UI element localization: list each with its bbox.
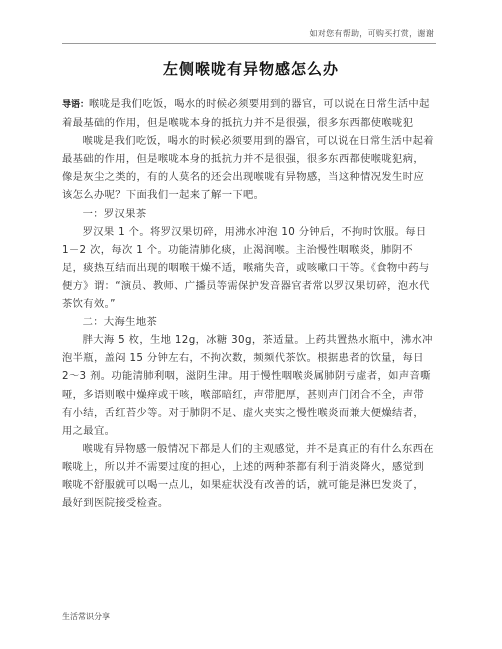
lead-paragraph <box>62 95 434 132</box>
header-note: 如对您有帮助，可购买打赏，谢谢 <box>309 29 434 38</box>
lead-text: 喉咙是我们吃饭，喝水的时候必须要用到的器官，可以说在日常生活中起着最基础的作用，但是喉咙本身的抵抗力并不是很强，很多东西都使喉咙犯 <box>62 98 430 130</box>
lead-label: 导语： <box>62 100 90 110</box>
section-body-1: 罗汉果 1 个。将罗汉果切碎，用沸水冲泡 10 分钟后，不拘时饮服。每日 1－2 次，每次 1 个。功能清肺化痰，止渴润喉。主治慢性咽喉炎，肺阴不足，痰热互结而出现的咽喉干燥不适，喉痛失音，或咳嗽口干等。《食物中药与便方》谓：“演员、教师、广播员等需保护发音器官者常以罗汉果切碎，泡水代茶饮有效。” <box>62 225 430 311</box>
document-title: 左侧喉咙有异物感怎么办 <box>162 60 339 78</box>
footer-note: 生活常识分享 <box>62 612 110 621</box>
section-body-2: 胖大海 5 枚，生地 12g，冰糖 30g，茶适量。上药共置热水瓶中，沸水冲泡半瓶，盖闷 15 分钟左右，不拘次数，频频代茶饮。根据患者的饮量，每日 2～3 剂。功能清肺利咽，滋阴生津。用于慢性咽喉炎属肺阴亏虚者，如声音嘶哑，多语则喉中燥痒或干咳，喉部暗红，声带肥厚，甚则声门闭合不全，声带有小结，舌红苔少等。对于肺阴不足、虚火夹实之慢性喉炎而兼大便燥结者，用之最宜。 <box>62 334 433 437</box>
section-heading-1: 一：罗汉果茶 <box>82 207 147 220</box>
intro-paragraph: 喉咙是我们吃饭，喝水的时候必须要用到的器官，可以说在日常生活中起着最基础的作用，但是喉咙本身的抵抗力并不是很强，很多东西都使喉咙犯病，像是灰尘之类的，有的人莫名的还会出现喉咙有异物感，当这种情况发生时应该怎么办呢？下面我们一起来了解一下吧。 <box>62 135 434 202</box>
document-body <box>62 95 434 512</box>
header-divider <box>62 43 436 44</box>
section-heading-2: 二：大海生地茶 <box>82 316 158 329</box>
closing-paragraph: 喉咙有异物感一般情况下都是人们的主观感觉，并不是真正的有什么东西在喉咙上，所以并不需要过度的担心，上述的两种茶都有利于消炎降火，感觉到喉咙不舒服就可以喝一点儿，如果症状没有改善的话，就可能是淋巴发炎了，最好到医院接受检查。 <box>62 442 434 510</box>
